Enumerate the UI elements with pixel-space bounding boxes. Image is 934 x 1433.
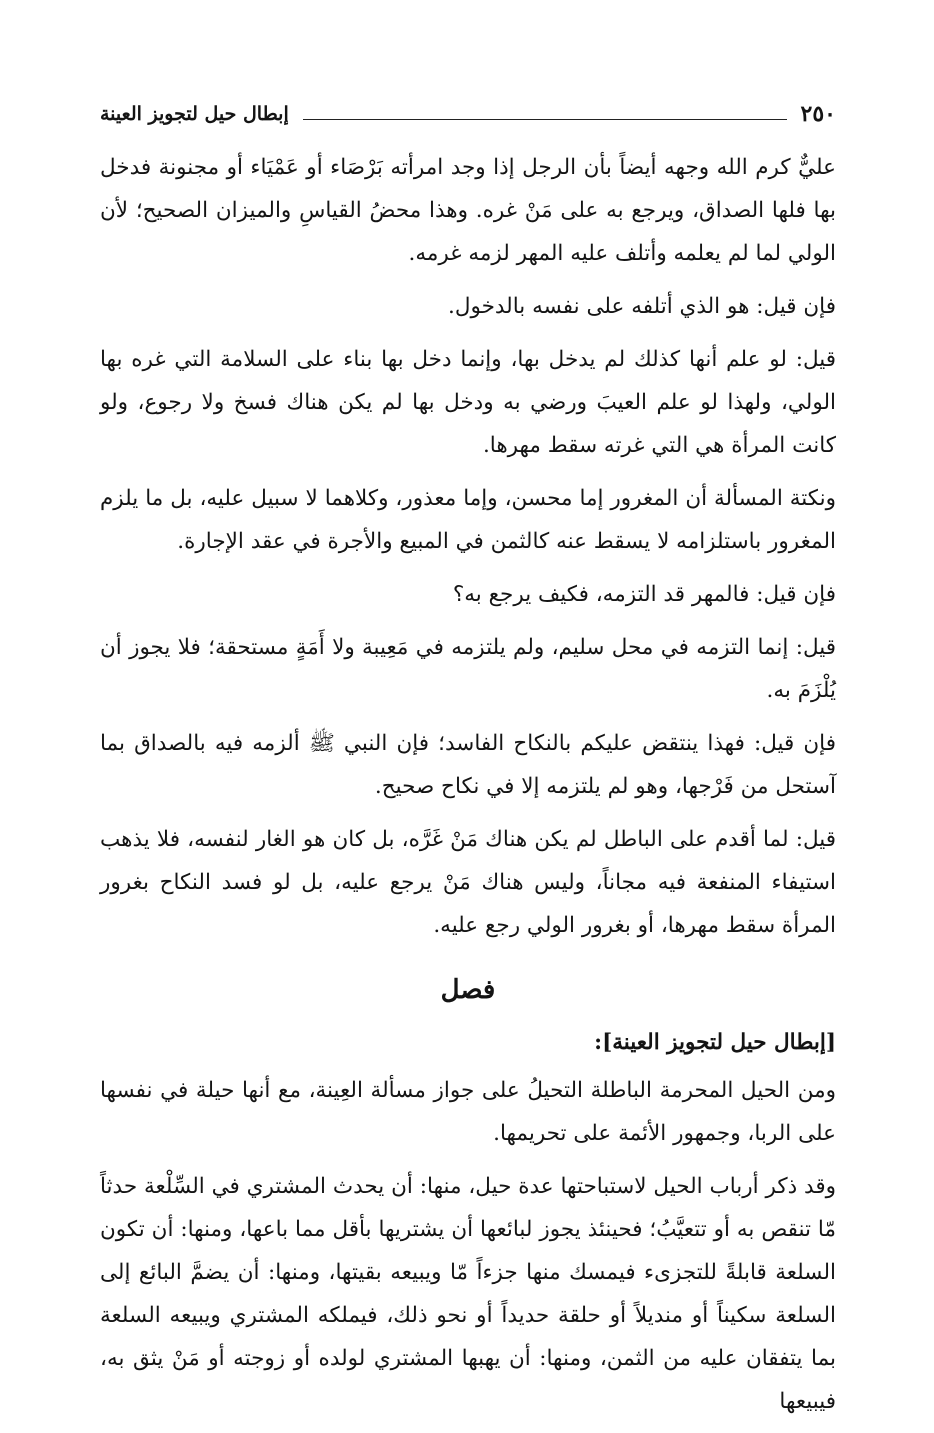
paragraph: قيل: لو علم أنها كذلك لم يدخل بها، وإنما دخل بها بناء على السلامة التي غره بها الولي، ولهذا لو علم العيبَ ورضي به ودخل بها لم يكن هناك فسخ ولا رجوع، ولو كانت المرأة هي التي غرته سقط مهرها. bbox=[100, 347, 836, 458]
paragraph: فإن قيل: هو الذي أتلفه على نفسه بالدخول. bbox=[448, 294, 836, 319]
paragraph: ونكتة المسألة أن المغرور إما محسن، وإما معذور، وكلاهما لا سبيل عليه، بل ما يلزم المغرور باستلزامه لا يسقط عنه كالثمن في المبيع والأجرة في عقد الإجارة. bbox=[100, 486, 836, 554]
paragraph: قيل: لما أقدم على الباطل لم يكن هناك مَنْ غَرَّه، بل كان هو الغار لنفسه، فلا يذهب استيفاء المنفعة فيه مجاناً، وليس هناك مَنْ يرجع عليه، بل لو فسد النكاح بغرور المرأة سقط مهرها، أو بغرور الولي رجع عليه. bbox=[100, 827, 836, 938]
paragraph: عليٌّ كرم الله وجهه أيضاً بأن الرجل إذا وجد امرأته بَرْصَاء أو عَمْيَاء أو مجنونة فدخل بها فلها الصداق، ويرجع به على مَنْ غره. وهذا محضُ القياسِ والميزان الصحيح؛ لأن الولي لما لم يعلمه وأتلف عليه المهر لزمه غرمه. bbox=[100, 155, 836, 266]
paragraph: ومن الحيل المحرمة الباطلة التحيلُ على جواز مسألة العِينة، مع أنها حيلة في نفسها على الربا، وجمهور الأئمة على تحريمها. bbox=[100, 1078, 836, 1146]
paragraph: فإن قيل: فهذا ينتقض عليكم بالنكاح الفاسد؛ فإن النبي ﷺ ألزمه فيه بالصداق بما آستحل من فَرْجها، وهو لم يلتزمه إلا في نكاح صحيح. bbox=[100, 731, 836, 799]
paragraph: فإن قيل: فالمهر قد التزمه، فكيف يرجع به؟ bbox=[452, 582, 836, 607]
body-text bbox=[100, 146, 836, 947]
book-page bbox=[100, 96, 836, 1433]
paragraph: قيل: إنما التزمه في محل سليم، ولم يلتزمه في مَعِيبة ولا أَمَةٍ مستحقة؛ فلا يجوز أن يُلْزَمَ به. bbox=[100, 635, 836, 703]
section-title: فصل bbox=[440, 975, 496, 1005]
header-rule bbox=[303, 119, 787, 120]
page-number: ٢٥٠ bbox=[800, 101, 836, 127]
section-subheading: [إبطال حيل لتجويز العينة]: bbox=[594, 1030, 836, 1055]
running-title: إبطال حيل لتجويز العينة bbox=[100, 103, 289, 125]
paragraph: وقد ذكر أرباب الحيل لاستباحتها عدة حيل، منها: أن يحدث المشتري في السِّلْعة حدثاً مّا تنقص به أو تتعيَّبُ؛ فحينئذ يجوز لبائعها أن يشتريها بأقل مما باعها، ومنها: أن تكون السلعة قابلةً للتجزىء فيمسك منها جزءاً مّا ويبيعه بقيتها، ومنها: أن يضمَّ البائع إلى السلعة سكيناً أو منديلاً أو حلقة حديداً أو نحو ذلك، فيملكه المشتري ويبيعه السلعة بما يتفقان عليه من الثمن، ومنها: أن يهبها المشتري لولده أو زوجته أو مَنْ يثق به، فيبيعها bbox=[100, 1174, 836, 1414]
running-header bbox=[100, 96, 836, 132]
